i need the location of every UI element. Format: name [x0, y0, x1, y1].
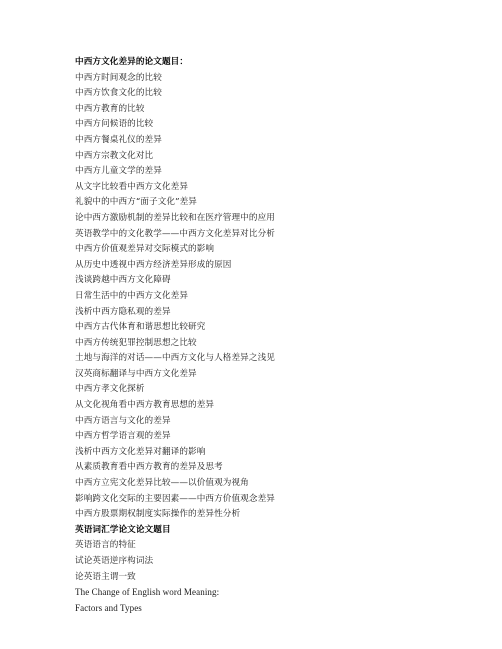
topic-item: 中西方传统犯罪控制思想之比较	[75, 337, 197, 348]
topic-item: 礼貌中的中西方“面子文化”差异	[75, 197, 198, 208]
topic-item: 中西方宗教文化对比	[75, 150, 154, 161]
section-heading-culture-differences: 中西方文化差异的论文题目：	[75, 57, 189, 67]
topic-item: 英语语言的特征	[75, 540, 136, 551]
topic-item: 从素质教育看中西方教育的差异及思考	[75, 462, 223, 473]
topic-item: 中西方孝文化探析	[75, 384, 145, 395]
topic-item: 浅析中西方文化差异对翻译的影响	[75, 446, 206, 457]
topic-item: 中西方饮食文化的比较	[75, 88, 162, 99]
topic-item: 中西方时间观念的比较	[75, 72, 162, 83]
topic-item: 浅析中西方隐私观的差异	[75, 306, 171, 317]
topic-item: 中西方问候语的比较	[75, 119, 154, 130]
topic-item: 日常生活中的中西方文化差异	[75, 290, 189, 301]
topic-item: 中西方餐桌礼仪的差异	[75, 134, 162, 145]
topic-item: 浅谈跨越中西方文化障碍	[75, 275, 171, 286]
topic-item: 汉英商标翻译与中西方文化差异	[75, 368, 197, 379]
topic-item: 从历史中透视中西方经济差异形成的原因	[75, 259, 232, 270]
topic-item: 中西方儿童文学的差异	[75, 166, 162, 177]
topic-list-culture-differences	[75, 71, 485, 523]
topic-item: 试论英语逆序构词法	[75, 556, 154, 566]
topic-item: 中西方语言与文化的差异	[75, 415, 171, 426]
topic-item: 论中西方激励机制的差异比较和在医疗管理中的应用	[75, 212, 275, 223]
topic-list-english-lexicology	[75, 538, 485, 616]
topic-item: Factors and Types	[75, 602, 142, 613]
topic-item: 中西方教育的比较	[75, 103, 145, 114]
document-page	[75, 55, 485, 616]
topic-item: 论英语主谓一致	[75, 571, 136, 582]
topic-item: The Change of English word Meaning:	[75, 587, 220, 598]
topic-item: 从文化视角看中西方教育思想的差异	[75, 400, 215, 411]
topic-item: 中西方价值观差异对交际模式的影响	[75, 244, 215, 255]
section-heading-english-lexicology: 英语词汇学论文论文题目	[75, 524, 171, 535]
topic-item: 从文字比较看中西方文化差异	[75, 181, 189, 192]
topic-item: 土地与海洋的对话——中西方文化与人格差异之浅见	[75, 353, 275, 364]
topic-item: 中西方股票期权制度实际操作的差异性分析	[75, 509, 241, 520]
topic-item: 影响跨文化交际的主要因素——中西方价值观念差异	[75, 493, 275, 504]
topic-item: 英语教学中的文化教学——中西方文化差异对比分析	[75, 228, 275, 239]
topic-item: 中西方古代体育和谐思想比较研究	[75, 322, 206, 333]
topic-item: 中西方立宪文化差异比较——以价值观为视角	[75, 478, 249, 489]
topic-item: 中西方哲学语言观的差异	[75, 431, 171, 442]
